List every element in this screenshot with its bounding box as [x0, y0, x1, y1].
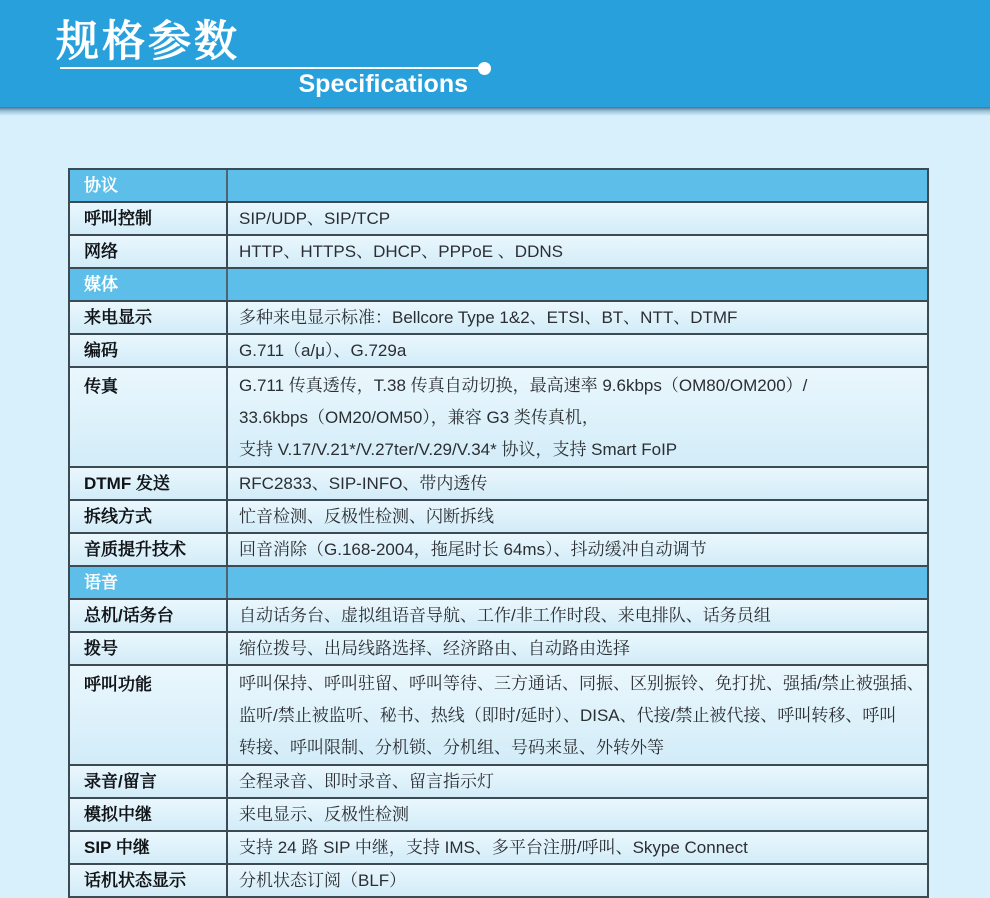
spec-value-line: SIP/UDP、SIP/TCP — [239, 209, 391, 228]
spec-label: 呼叫功能 — [70, 666, 228, 764]
spec-row — [70, 666, 927, 766]
spec-label: 传真 — [70, 368, 228, 466]
spec-value-line: 全程录音、即时录音、留言指示灯 — [239, 772, 494, 791]
spec-value — [228, 269, 927, 300]
spec-value — [228, 501, 927, 532]
spec-value-line: RFC2833、SIP-INFO、带内透传 — [239, 474, 488, 493]
spec-label: SIP 中继 — [70, 832, 228, 863]
spec-label: 录音/留言 — [70, 766, 228, 797]
spec-value — [228, 799, 927, 830]
spec-row — [70, 236, 927, 269]
spec-value — [228, 832, 927, 863]
spec-value-line: 多种来电显示标准：Bellcore Type 1&2、ETSI、BT、NTT、DTMF — [239, 308, 738, 327]
spec-value-line: 监听/禁止被监听、秘书、热线（即时/延时）、DISA、代接/禁止被代接、呼叫转移、呼叫 — [239, 706, 897, 725]
spec-value — [228, 633, 927, 664]
spec-label: 来电显示 — [70, 302, 228, 333]
spec-value-line: 转接、呼叫限制、分机锁、分机组、号码来显、外转外等 — [239, 738, 664, 757]
page-title: 规格参数 — [56, 18, 240, 66]
spec-label: 网络 — [70, 236, 228, 267]
spec-value — [228, 766, 927, 797]
spec-row — [70, 534, 927, 567]
section-header-row — [70, 567, 927, 600]
spec-value — [228, 302, 927, 333]
spec-value-line: 自动话务台、虚拟组语音导航、工作/非工作时段、来电排队、话务员组 — [239, 606, 771, 625]
spec-row — [70, 832, 927, 865]
section-title: 媒体 — [70, 269, 228, 300]
spec-value-line: HTTP、HTTPS、DHCP、PPPoE 、DDNS — [239, 242, 563, 261]
spec-row — [70, 335, 927, 368]
spec-row — [70, 368, 927, 468]
spec-label: 总机/话务台 — [70, 600, 228, 631]
spec-value-line: 忙音检测、反极性检测、闪断拆线 — [239, 507, 494, 526]
spec-value — [228, 468, 927, 499]
spec-value-line: 分机状态订阅（BLF） — [239, 871, 407, 890]
spec-value — [228, 203, 927, 234]
spec-row — [70, 600, 927, 633]
title-dot-icon — [478, 62, 491, 75]
spec-row — [70, 468, 927, 501]
section-header-row — [70, 269, 927, 302]
spec-value-line: 33.6kbps（OM20/OM50），兼容 G3 类传真机， — [239, 408, 599, 427]
spec-label: 模拟中继 — [70, 799, 228, 830]
spec-value — [228, 236, 927, 267]
spec-value-line: 支持 24 路 SIP 中继，支持 IMS、多平台注册/呼叫、Skype Connect — [239, 838, 748, 857]
spec-value — [228, 534, 927, 565]
spec-label: 话机状态显示 — [70, 865, 228, 896]
spec-value-line: 来电显示、反极性检测 — [239, 805, 409, 824]
spec-value — [228, 865, 927, 896]
spec-value-line: 支持 V.17/V.21*/V.27ter/V.29/V.34* 协议，支持 Smart FoIP — [239, 440, 678, 459]
spec-value-line: 缩位拨号、出局线路选择、经济路由、自动路由选择 — [239, 639, 630, 658]
page-subtitle: Specifications — [298, 70, 468, 98]
banner-shadow — [0, 107, 990, 116]
spec-value — [228, 335, 927, 366]
spec-row — [70, 865, 927, 898]
spec-row — [70, 633, 927, 666]
section-header-row — [70, 170, 927, 203]
spec-value-line: G.711 传真透传，T.38 传真自动切换，最高速率 9.6kbps（OM80/OM200）/ — [239, 376, 808, 395]
spec-value-line: 回音消除（G.168-2004，拖尾时长 64ms）、抖动缓冲自动调节 — [239, 540, 707, 559]
section-title: 语音 — [70, 567, 228, 598]
spec-value — [228, 368, 927, 466]
spec-value — [228, 666, 927, 764]
spec-value — [228, 600, 927, 631]
spec-label: DTMF 发送 — [70, 468, 228, 499]
spec-row — [70, 501, 927, 534]
spec-table — [68, 168, 929, 898]
spec-row — [70, 302, 927, 335]
spec-label: 拨号 — [70, 633, 228, 664]
spec-row — [70, 203, 927, 236]
spec-value — [228, 567, 927, 598]
spec-label: 拆线方式 — [70, 501, 228, 532]
spec-value-line: G.711（a/μ）、G.729a — [239, 341, 407, 360]
title-underline — [60, 67, 479, 69]
spec-value-line: 呼叫保持、呼叫驻留、呼叫等待、三方通话、同振、区别振铃、免打扰、强插/禁止被强插、 — [239, 674, 924, 693]
spec-row — [70, 766, 927, 799]
spec-label: 音质提升技术 — [70, 534, 228, 565]
spec-value — [228, 170, 927, 201]
spec-row — [70, 799, 927, 832]
spec-label: 呼叫控制 — [70, 203, 228, 234]
spec-label: 编码 — [70, 335, 228, 366]
section-title: 协议 — [70, 170, 228, 201]
